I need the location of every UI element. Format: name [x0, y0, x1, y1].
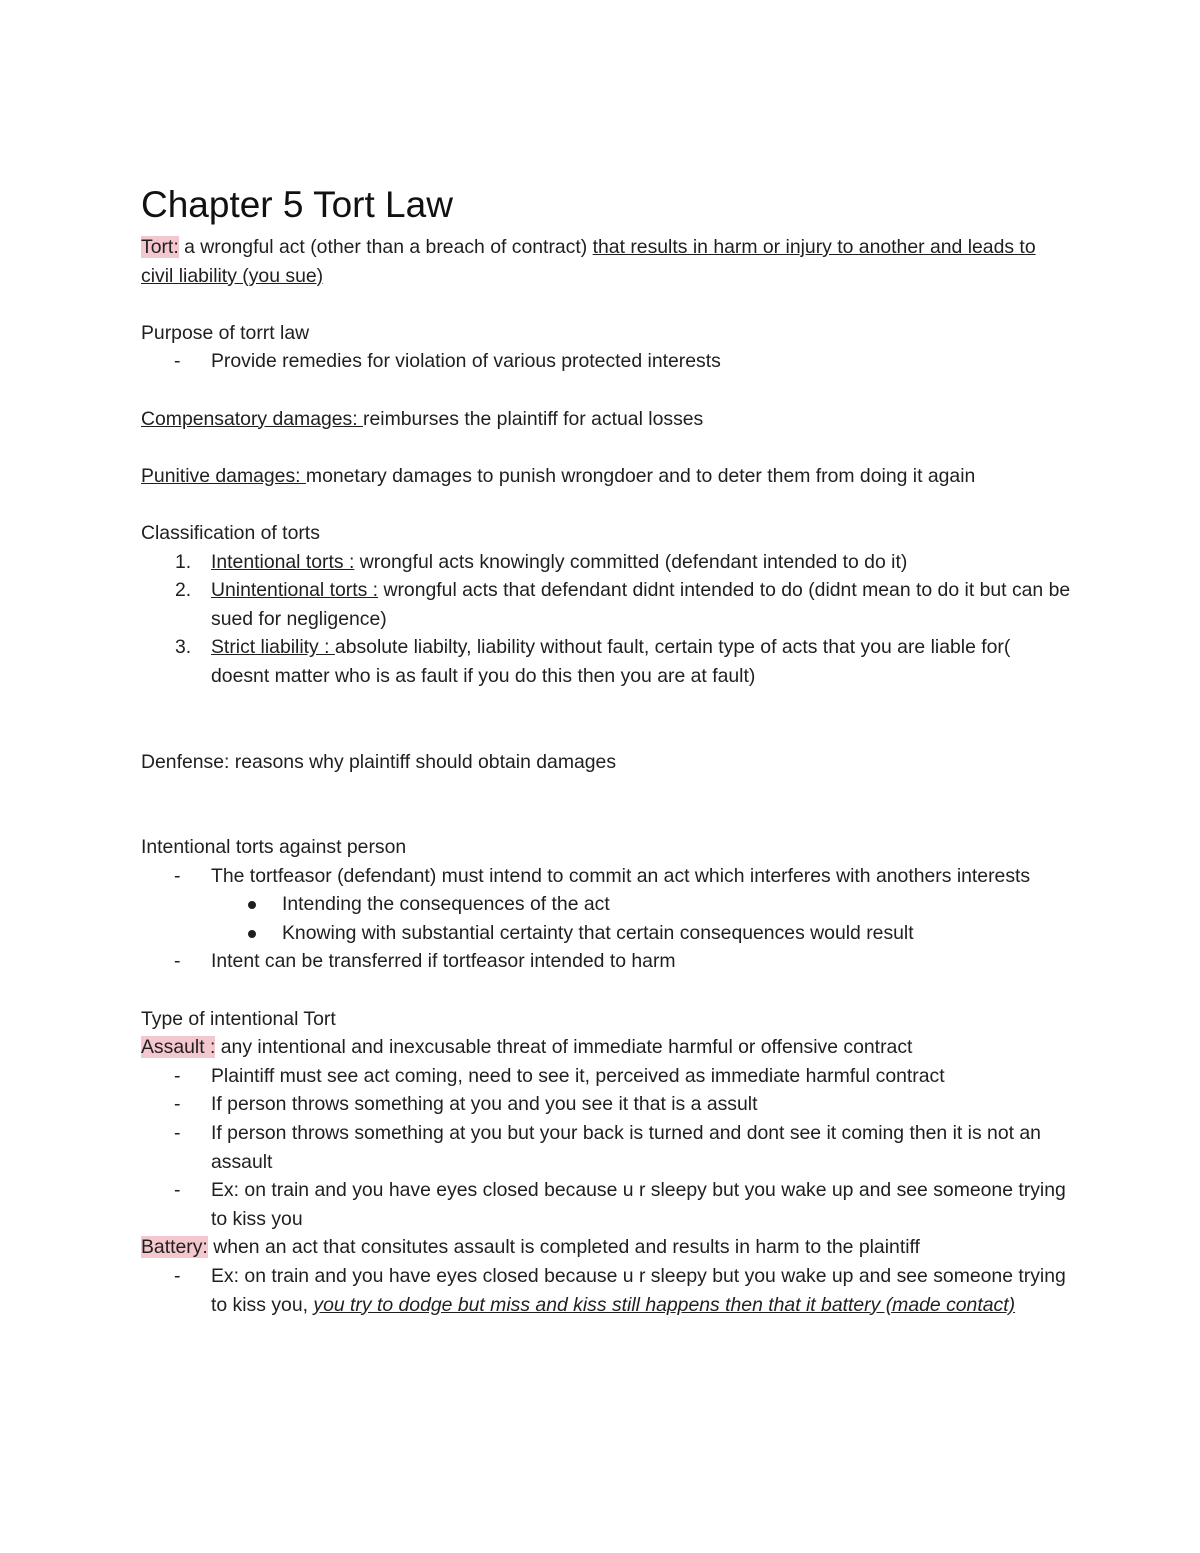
- list-item: - Ex: on train and you have eyes closed because u r sleepy but you wake up and see someone trying to kiss you: [174, 1179, 1066, 1230]
- sub-list-item: Intending the consequences of the act: [141, 890, 1071, 919]
- assault-list: [141, 1062, 1071, 1234]
- sub-list: [211, 890, 1071, 947]
- battery-term: Battery:: [141, 1236, 208, 1259]
- defense-line: Denfense: reasons why plaintiff should obtain damages: [141, 750, 617, 773]
- classification-heading: Classification of torts: [141, 521, 320, 544]
- assault-term: Assault :: [141, 1036, 216, 1059]
- purpose-list: [141, 347, 1071, 376]
- list-item: 2. Unintentional torts : wrongful acts that defendant didnt intended to do (didnt mean to do it but can be sued for negligence): [175, 579, 1071, 630]
- dash-marker: -: [174, 350, 181, 373]
- battery-example-emphasis: you try to dodge but miss and kiss still happens then that it battery (made contact): [313, 1293, 1016, 1316]
- list-item: - Plaintiff must see act coming, need to see it, perceived as immediate harmful contract: [174, 1064, 945, 1087]
- list-item: - Intent can be transferred if tortfeasor intended to harm: [174, 950, 676, 973]
- list-item: - If person throws something at you and you see it that is a assult: [174, 1093, 758, 1116]
- intentional-person-heading: Intentional torts against person: [141, 836, 407, 859]
- list-item: 1. Intentional torts : wrongful acts knowingly committed (defendant intended to do it): [175, 550, 908, 573]
- battery-list: [141, 1262, 1071, 1319]
- compensatory-term: Compensatory damages:: [141, 407, 364, 430]
- document-page: [141, 183, 1071, 1319]
- list-item: - If person throws something at you but your back is turned and dont see it coming then it is not an assault: [174, 1122, 1041, 1173]
- page-title: Chapter 5 Tort Law: [141, 184, 453, 225]
- assault-definition: Assault : any intentional and inexcusable threat of immediate harmful or offensive contract: [141, 1036, 913, 1059]
- punitive-term: Punitive damages:: [141, 464, 306, 487]
- bullet-marker: [248, 930, 256, 938]
- tort-underlined-text: that results in harm or injury to another and leads to civil liability (you sue): [141, 236, 1036, 287]
- punitive-definition: Punitive damages: monetary damages to punish wrongdoer and to deter them from doing it again: [141, 464, 976, 487]
- battery-definition: Battery: when an act that consitutes assault is completed and results in harm to the plaintiff: [141, 1236, 920, 1259]
- types-heading: Type of intentional Tort: [141, 1007, 336, 1030]
- list-item: - Provide remedies for violation of various protected interests: [141, 347, 1071, 376]
- tort-term: Tort:: [141, 236, 179, 258]
- bullet-marker: [248, 901, 256, 909]
- list-item: 3. Strict liability : absolute liabilty, liability without fault, certain type of acts that you are liable for( doesnt matter who is as fault if you do this then you are at fault): [175, 636, 1011, 687]
- sub-list-item: Knowing with substantial certainty that certain consequences would result: [141, 919, 1071, 948]
- intentional-person-list: [141, 862, 1071, 976]
- tort-text: a wrongful act (other than a breach of contract): [178, 236, 593, 258]
- list-item: - Ex: on train and you have eyes closed because u r sleepy but you wake up and see someone trying to kiss you, you try to dodge but miss and kiss still happens then that it battery (made contact): [174, 1265, 1066, 1316]
- list-item: - The tortfeasor (defendant) must intend to commit an act which interferes with anothers interests Intending the consequences of the act Knowing with substantial certainty that certain consequences would result: [141, 862, 1071, 948]
- tort-definition: [141, 233, 1071, 290]
- compensatory-definition: Compensatory damages: reimburses the plaintiff for actual losses: [141, 407, 704, 430]
- classification-list: [141, 548, 1071, 691]
- purpose-heading: Purpose of torrt law: [141, 321, 310, 344]
